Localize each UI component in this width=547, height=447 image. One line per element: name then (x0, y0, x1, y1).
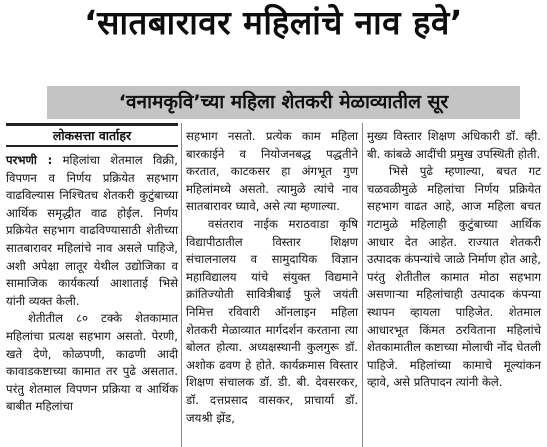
paragraph-3: सहभाग नसतो. प्रत्येक काम महिला बारकाईने व नियोजनबद्ध पद्धतीने करतात, काटकसर हा अंगभूत गुण महिलांमध्ये असतो. त्यामुळे त्यांचे नाव सातबारावर घ्यावे, असे त्या म्हणाल्या. (186, 129, 358, 214)
column-divider-2 (362, 123, 363, 447)
column-divider-1 (181, 123, 182, 447)
paragraph-6: भिसे पुढे म्हणाल्या, बचत गट चळवळीमुळे महिलांचा निर्णय प्रक्रियेत सहभाग वाढत आहे, आज महिला बचत गटामुळे महिलाही कुटुंबाच्या आर्थिक आधार देत आहेत. राज्यात शेतकरी उत्पादक कंपन्यांचे जाळे निर्माण होत आहे, परंतु शेतीतील कामात मोठा सहभाग असणाऱ्या महिलांचाही उत्पादक कंपन्या स्थापन व्हायला पाहिजेत. शेतमाल आधारभूत किंमत ठरविताना महिलांचे शेतकामातील कष्टाच्या मोलाची नोंद घेतली पाहिजे. महिलांच्या कामाचे मूल्यांकन व्हावे, असे प्रतिपादन त्यांनी केले. (367, 164, 541, 390)
headline: ‘सातबारावर महिलांचे नाव हवे’ (84, 3, 463, 42)
paragraph-4: वसंतराव नाईक मराठवाडा कृषि विद्यापीठातील विस्तार शिक्षण संचालनालय व सामुदायिक विज्ञान महाविद्यालय यांचे संयुक्त विद्यमाने क्रांतिज्योती सावित्रीबाई फुले जयंती निमित्त रविवारी ऑनलाइन महिला शेतकरी मेळाव्यात मार्गदर्शन करताना त्या बोलत होत्या. अध्यक्षस्थानी कुलगुरू डॉ. अशोक ढवण हे होते. कार्यक्रमास विस्तार शिक्षण संचालक डॉ. डी. बी. देवसरकर, डॉ. दत्तप्रसाद वासकर, प्राचार्या डॉ. जयश्री झेंड, (186, 216, 358, 425)
paragraph-1 (6, 152, 178, 310)
subhead: ‘वनामकृवि’च्या महिला शेतकरी मेळाव्यातील सूर (118, 91, 449, 113)
dateline: परभणी : (6, 153, 53, 167)
byline-top-rule (6, 123, 178, 126)
paragraph-2: शेतीतील ८० टक्के शेतकामात महिलांचा प्रत्यक्ष सहभाग असतो. पेरणी, खते देणे, कोळपणी, काढणी आदी कावाडकष्टाच्या कामात तर पुढे असतात. परंतु शेतमाल विपणन प्रक्रिया व आर्थिक बाबीत महिलांचा (6, 311, 178, 414)
byline-bottom-rule (6, 145, 178, 147)
paragraph-1-text: महिलांचा शेतमाल विक्री, विपणन व निर्णय प्रक्रियेत सहभाग वाढविल्यास निश्चितच शेतकरी कुटुंबाच्या आर्थिक समृद्धीत वाढ होईल. निर्णय प्रक्रियेत सहभाग वाढविण्यासाठी शेतीच्या सातबारावर महिलांचे नाव असले पाहिजे, अशी अपेक्षा लातूर येथील उद्योजिका व सामाजिक कार्यकर्त्या आशाताई भिसे यांनी व्यक्त केली. (6, 153, 178, 308)
paragraph-5: मुख्य विस्तार शिक्षण अधिकारी डॉ. व्ही. बी. कांबळे आदींची प्रमुख उपस्थिती होती. (367, 129, 541, 161)
article-column-1 (6, 152, 178, 447)
byline: लोकसत्ता वार्ताहर (52, 128, 132, 143)
article-column-2 (186, 128, 358, 447)
article-column-3 (367, 128, 541, 447)
